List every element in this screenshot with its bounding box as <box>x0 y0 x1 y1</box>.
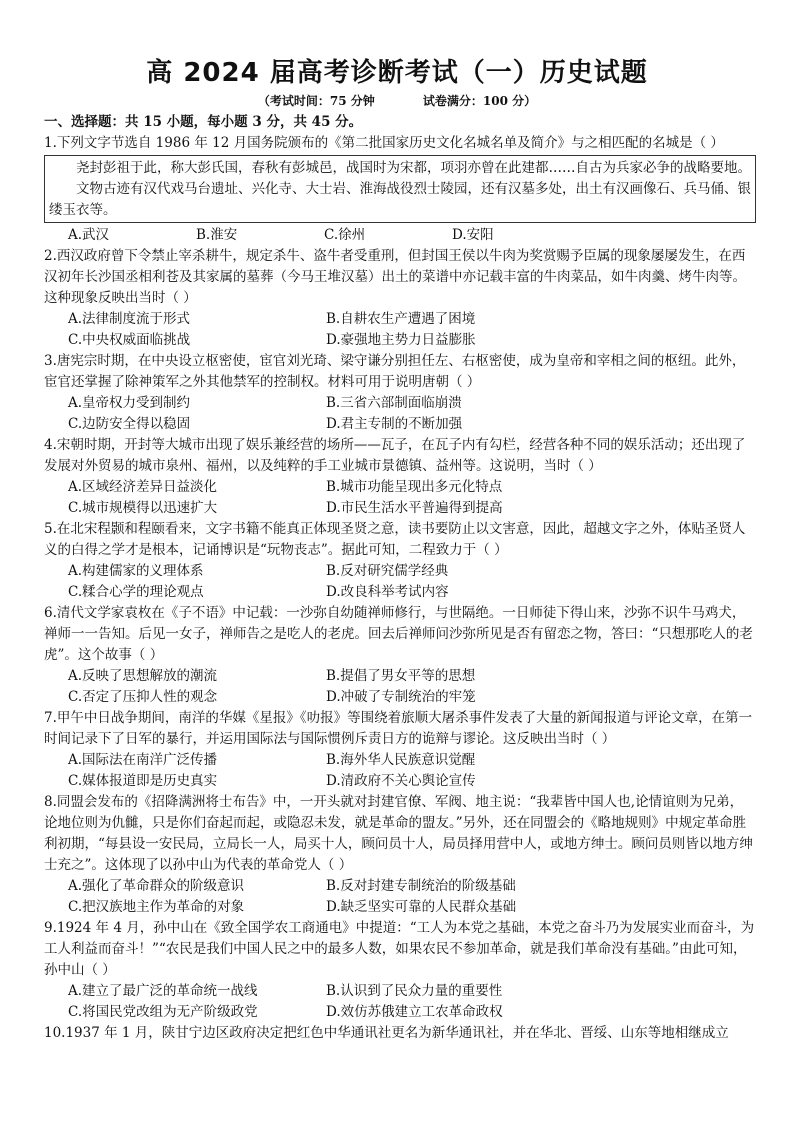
question-3-stem: 3.唐宪宗时期，在中央设立枢密使，宦官刘光琦、梁守谦分别担任左、右枢密使，成为皇帝和宰相之间的枢纽。此外，宦官还掌握了除神策军之外其他禁军的控制权。材料可用于说明唐朝（ ） <box>44 353 746 390</box>
question-7-options <box>68 750 756 792</box>
question-9-options <box>68 981 756 1023</box>
option-c[interactable]: C.否定了压抑人性的观念 <box>68 689 218 705</box>
option-c[interactable]: C.糅合心学的理论观点 <box>68 584 204 600</box>
option-a[interactable]: A.皇帝权力受到制约 <box>68 395 191 411</box>
question-6-stem: 6.清代文学家袁枚在《子不语》中记载：一沙弥自幼随禅师修行，与世隔绝。一日师徒下得山来，沙弥不识牛马鸡犬，禅师一一告知。后见一女子，禅师告之是吃人的老虎。回去后禅师问沙弥所见是否有留恋之物，答曰：“只想那吃人的老虎”。这个故事（ ） <box>44 605 753 663</box>
option-b[interactable]: B.三省六部制面临崩溃 <box>326 395 462 411</box>
question-9-stem: 9.1924 年 4 月，孙中山在《致全国学农工商通电》中提道：“工人为本党之基础，本党之奋斗乃为发展实业而奋斗，为工人利益而奋斗！”“农民是我们中国人民之中的最多人数，如果农民不参加革命，就是我们革命没有基础。”由此可知，孙中山（ ） <box>44 920 755 978</box>
option-a[interactable]: A.区域经济差异日益淡化 <box>68 479 218 495</box>
option-b[interactable]: B.城市功能呈现出多元化特点 <box>326 479 503 495</box>
question-3-options <box>68 393 756 435</box>
exam-title: 高 2024 届高考诊断考试（一）历史试题 <box>146 58 648 88</box>
option-a[interactable]: A.武汉 <box>68 227 110 243</box>
option-d[interactable]: D.效仿苏俄建立工农革命政权 <box>326 1004 503 1020</box>
question-10-stem: 10.1937 年 1 月，陕甘宁边区政府决定把红色中华通讯社更名为新华通讯社，并在华北、晋绥、山东等地相继成立 <box>44 1025 729 1041</box>
option-d[interactable]: D.市民生活水平普遍得到提高 <box>326 500 503 516</box>
exam-time: （考试时间：75 分钟 <box>257 94 375 108</box>
question-1-material <box>44 155 756 223</box>
option-d[interactable]: D.安阳 <box>452 227 494 243</box>
question-5-options <box>68 561 756 603</box>
option-b[interactable]: B.认识到了民众力量的重要性 <box>326 983 503 999</box>
option-c[interactable]: C.把汉族地主作为革命的对象 <box>68 899 245 915</box>
option-b[interactable]: B.反对研究儒学经典 <box>326 563 449 579</box>
option-d[interactable]: D.改良科举考试内容 <box>326 584 449 600</box>
option-a[interactable]: A.反映了思想解放的潮流 <box>68 668 218 684</box>
question-2-stem: 2.西汉政府曾下令禁止宰杀耕牛，规定杀牛、盗牛者受重刑，但封国王侯以牛肉为奖赏赐予臣属的现象屡屡发生，在西汉初年长沙国丞相利苍及其家属的墓葬（今马王堆汉墓）出土的菜谱中亦记载丰富的牛肉菜品，如牛肉羹、烤牛肉等。这种现象反映出当时（ ） <box>44 248 746 306</box>
option-d[interactable]: D.豪强地主势力日益膨胀 <box>326 332 476 348</box>
option-d[interactable]: D.缺乏坚实可靠的人民群众基础 <box>326 899 517 915</box>
question-2-options <box>68 309 756 351</box>
option-b[interactable]: B.自耕农生产遭遇了困境 <box>326 311 476 327</box>
option-d[interactable]: D.君主专制的不断加强 <box>326 416 463 432</box>
option-c[interactable]: C.城市规模得以迅速扩大 <box>68 500 218 516</box>
option-b[interactable]: B.反对封建专制统治的阶级基础 <box>326 878 516 894</box>
option-c[interactable]: C.边防安全得以稳固 <box>68 416 191 432</box>
exam-info <box>0 92 794 109</box>
question-6-options <box>68 666 756 708</box>
exam-score: 试卷满分：100 分） <box>422 94 537 108</box>
question-5-stem: 5.在北宋程颢和程颐看来，文字书籍不能真正体现圣贤之意，读书要防止以文害意，因此，超越文字之外，体贴圣贤人义的白得之学才是根本，记诵博识是“玩物丧志”。据此可知，二程致力于（ ） <box>44 521 746 558</box>
option-c[interactable]: C.媒体报道即是历史真实 <box>68 773 218 789</box>
option-c[interactable]: C.徐州 <box>324 227 366 243</box>
option-b[interactable]: B.提倡了男女平等的思想 <box>326 668 476 684</box>
question-1-options <box>68 225 756 246</box>
option-b[interactable]: B.海外华人民族意识觉醒 <box>326 752 476 768</box>
material-paragraph: 文物古迹有汉代戏马台遗址、兴化寺、大士岩、淮海战役烈士陵园，还有汉墓多处，出土有汉画像石、兵马俑、银缕玉衣等。 <box>49 181 751 218</box>
question-list <box>44 112 756 1044</box>
option-c[interactable]: C.中央权威面临挑战 <box>68 332 191 348</box>
option-d[interactable]: D.清政府不关心舆论宣传 <box>326 773 476 789</box>
option-a[interactable]: A.国际法在南洋广泛传播 <box>68 752 218 768</box>
option-a[interactable]: A.强化了革命群众的阶级意识 <box>68 878 245 894</box>
option-a[interactable]: A.法律制度流于形式 <box>68 311 191 327</box>
section-heading: 一、选择题：共 15 小题，每小题 3 分，共 45 分。 <box>44 114 363 130</box>
option-a[interactable]: A.构建儒家的义理体系 <box>68 563 204 579</box>
material-paragraph: 尧封彭祖于此，称大彭氏国，春秋有彭城邑，战国时为宋都，项羽亦曾在此建都……自古为兵家必争的战略要地。 <box>76 160 751 176</box>
question-1-stem: 1.下列文字节选自 1986 年 12 月国务院颁布的《第二批国家历史文化名城名单及简介》与之相匹配的名城是（ ） <box>44 135 724 151</box>
option-a[interactable]: A.建立了最广泛的革命统一战线 <box>68 983 258 999</box>
option-c[interactable]: C.将国民党改组为无产阶级政党 <box>68 1004 258 1020</box>
option-d[interactable]: D.冲破了专制统治的牢笼 <box>326 689 476 705</box>
question-7-stem: 7.甲午中日战争期间，南洋的华媒《星报》《叻报》等围绕着旅顺大屠杀事件发表了大量的新闻报道与评论文章，在第一时间记录下了日军的暴行，并运用国际法与国际惯例斥责日方的诡辩与谬论。这反映出当时（ ） <box>44 710 753 747</box>
question-4-options <box>68 477 756 519</box>
question-8-stem: 8.同盟会发布的《招降满洲将士布告》中，一开头就对封建官僚、军阀、地主说：“我辈皆中国人也,论情谊则为兄弟，论地位则为仇雠，只是你们奋起而起，或隐忍未发，就是革命的盟友。”另外，还在同盟会的《略地规则》中规定革命胜利初期，“每县设一安民局，立局长一人，局买十人，顾问员十人，局员择用营中人，或地方绅士。顾问员则皆以地方绅士充之”。这体现了以孙中山为代表的革命党人（ ） <box>44 794 753 873</box>
question-4-stem: 4.宋朝时期，开封等大城市出现了娱乐兼经营的场所——瓦子，在瓦子内有勾栏，经营各种不同的娱乐活动；还出现了发展对外贸易的城市泉州、福州，以及纯粹的手工业城市景德镇、益州等。这说明，当时（ ） <box>44 437 746 474</box>
option-b[interactable]: B.淮安 <box>196 227 238 243</box>
question-8-options <box>68 876 756 918</box>
